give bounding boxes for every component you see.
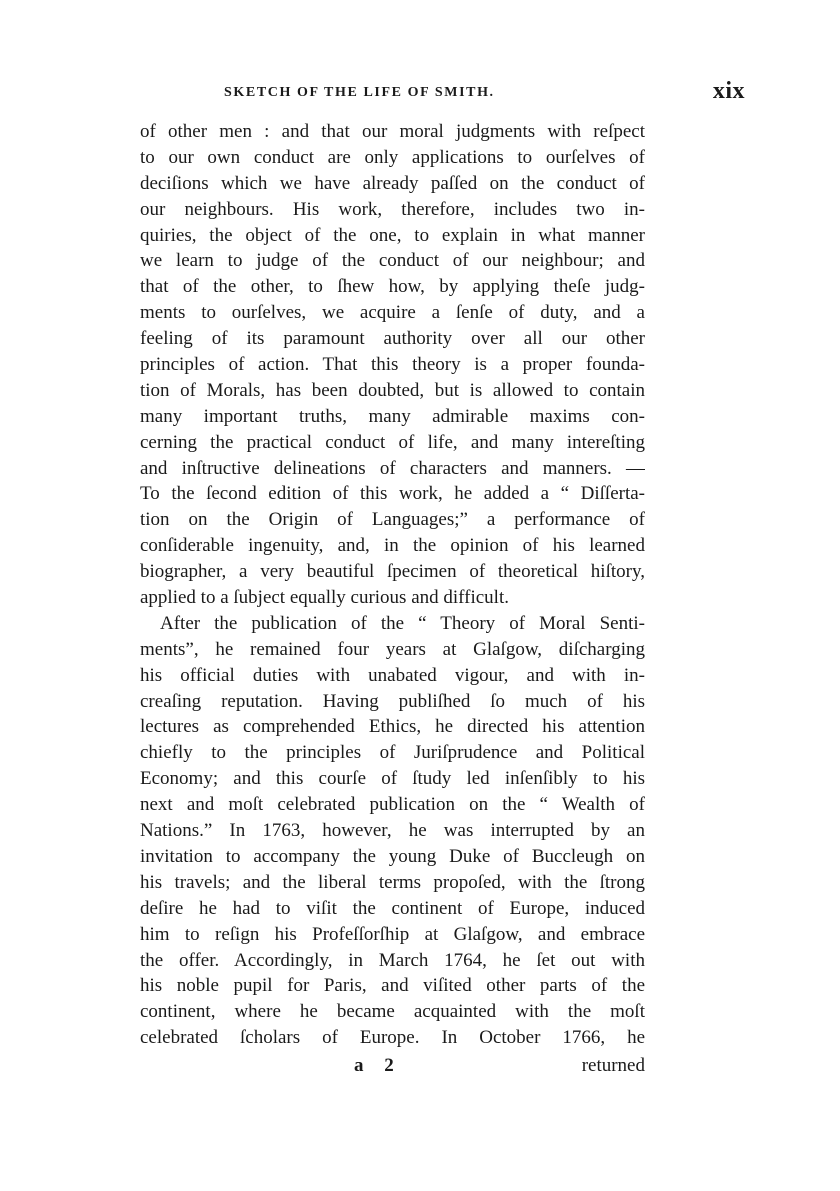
signature-mark: a 2	[354, 1055, 402, 1076]
text-line: tion on the Origin of Languages;” a performance of	[140, 509, 645, 531]
catchword: returned	[581, 1055, 645, 1076]
text-line: our neighbours. His work, therefore, includes two in-	[140, 198, 645, 220]
text-line: lectures as comprehended Ethics, he directed his attention	[140, 716, 645, 738]
text-line: ments”, he remained four years at Glaſgow, diſcharging	[140, 638, 645, 660]
text-line: tion of Morals, has been doubted, but is allowed to contain	[140, 379, 645, 401]
text-line: Nations.” In 1763, however, he was interrupted by an	[140, 820, 645, 842]
text-line: his travels; and the liberal terms propoſed, with the ſtrong	[140, 871, 645, 893]
text-line: creaſing reputation. Having publiſhed ſo much of his	[140, 690, 645, 712]
text-line: and inſtructive delineations of characters and manners. —	[140, 457, 645, 479]
text-line: conſiderable ingenuity, and, in the opinion of his learned	[140, 535, 645, 557]
text-line: After the publication of the “ Theory of Moral Senti-	[160, 612, 645, 634]
running-title: SKETCH OF THE LIFE OF SMITH.	[224, 85, 495, 100]
running-head	[140, 78, 745, 106]
text-line: deciſions which we have already paſſed on the conduct of	[140, 172, 645, 194]
page-footer	[140, 1055, 645, 1083]
text-line: of other men : and that our moral judgments with reſpect	[140, 121, 645, 142]
text-line: chiefly to the principles of Juriſprudence and Political	[140, 742, 645, 764]
text-line: Economy; and this courſe of ſtudy led inſenſibly to his	[140, 768, 645, 790]
text-line: celebrated ſcholars of Europe. In October 1766, he	[140, 1027, 645, 1049]
text-line: feeling of its paramount authority over all our other	[140, 328, 645, 350]
text-line: applied to a ſubject equally curious and difficult.	[140, 587, 509, 609]
text-line: principles of action. That this theory is a proper founda-	[140, 354, 645, 376]
text-line: deſire he had to viſit the continent of Europe, induced	[140, 897, 645, 919]
text-line: continent, where he became acquainted with the moſt	[140, 1001, 645, 1023]
text-line: to our own conduct are only applications to ourſelves of	[140, 146, 645, 168]
text-line: his official duties with unabated vigour, and with in-	[140, 664, 645, 686]
text-line: invitation to accompany the young Duke of Buccleugh on	[140, 845, 645, 867]
page-number: xix	[712, 78, 745, 104]
text-line: his noble pupil for Paris, and viſited other parts of the	[140, 975, 645, 997]
text-line: we learn to judge of the conduct of our neighbour; and	[140, 250, 645, 272]
text-line: him to reſign his Profeſſorſhip at Glaſgow, and embrace	[140, 923, 645, 945]
body-text	[140, 119, 645, 1051]
text-line: biographer, a very beautiful ſpecimen of theoretical hiſtory,	[140, 561, 645, 583]
text-line: many important truths, many admirable maxims con-	[140, 405, 645, 427]
text-line: next and moſt celebrated publication on the “ Wealth of	[140, 794, 645, 816]
text-line: the offer. Accordingly, in March 1764, he ſet out with	[140, 949, 645, 971]
text-line: cerning the practical conduct of life, and many intereſting	[140, 431, 645, 453]
text-line: ments to ourſelves, we acquire a ſenſe of duty, and a	[140, 302, 645, 324]
text-line: To the ſecond edition of this work, he added a “ Diſſerta-	[140, 483, 645, 505]
text-line: quiries, the object of the one, to explain in what manner	[140, 224, 645, 246]
text-line: that of the other, to ſhew how, by applying theſe judg-	[140, 276, 645, 298]
